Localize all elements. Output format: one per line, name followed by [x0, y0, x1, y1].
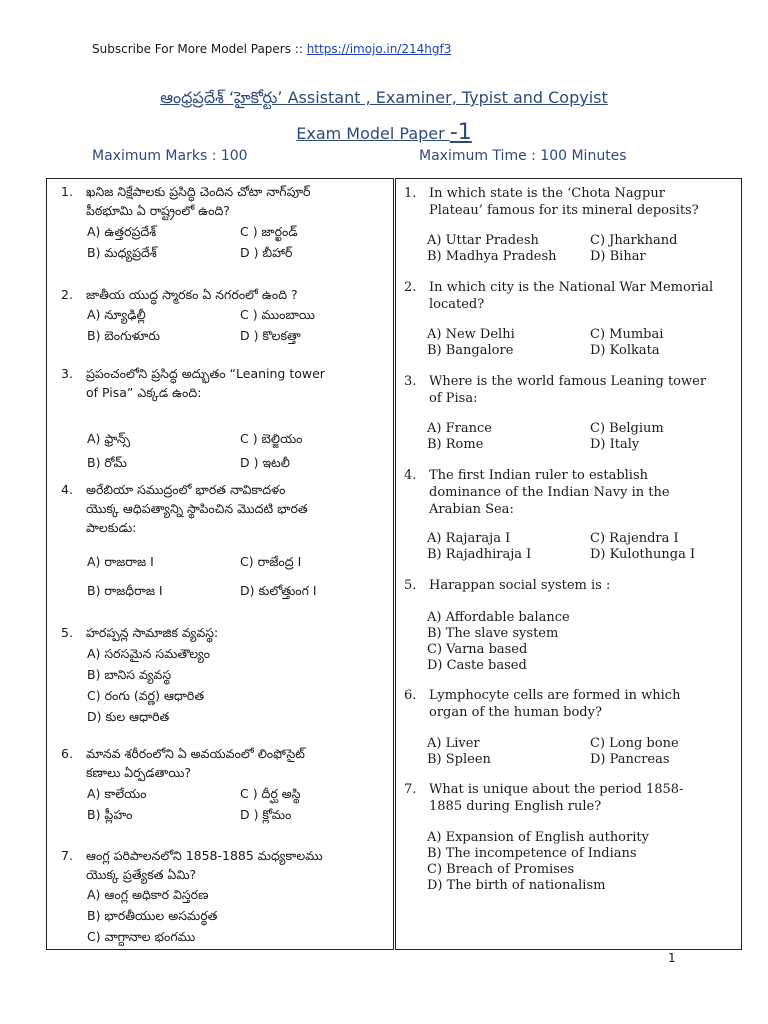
answer-option: A) New Delhi: [427, 327, 515, 342]
question-text: పాలకుడు:: [86, 520, 137, 535]
question-number: 7.: [61, 848, 73, 863]
question-text: dominance of the Indian Navy in the: [429, 485, 670, 500]
answer-option: D) Kulothunga I: [590, 547, 696, 562]
answer-option: C) Mumbai: [590, 327, 664, 342]
answer-option: C) రాజేంద్ర I: [240, 554, 302, 569]
answer-option: A) రాజరాజ I: [87, 554, 154, 569]
question-number: 2.: [61, 287, 73, 302]
question-text: What is unique about the period 1858-: [429, 782, 684, 797]
question-text: ఆంగ్ల పరిపాలనలోని 1858-1885 మధ్యకాలము: [86, 848, 323, 863]
answer-option: A) Liver: [427, 736, 480, 751]
question-number: 3.: [61, 366, 73, 381]
question-text: కణాలు ఏర్పడతాయి?: [86, 765, 191, 780]
answer-option: B) Bangalore: [427, 343, 514, 358]
question-text: Lymphocyte cells are formed in which: [429, 688, 681, 703]
question-text: In which state is the ‘Chota Nagpur: [429, 186, 665, 201]
question-text: జాతీయ యుద్ధ స్మారకం ఏ నగరంలో ఉంది ?: [86, 287, 298, 302]
answer-option: D) Kolkata: [590, 343, 660, 358]
answer-option: A) ఆంగ్ల అధికార విస్తరణ: [87, 887, 209, 902]
subscribe-line: [92, 42, 451, 56]
answer-option: D ) ఇటలీ: [240, 455, 290, 470]
answer-option: B) Madhya Pradesh: [427, 249, 557, 264]
question-text: of Pisa:: [429, 391, 478, 406]
subscribe-text: Subscribe For More Model Papers ::: [92, 42, 307, 56]
answer-option: B) Rome: [427, 437, 484, 452]
question-text: located?: [429, 297, 485, 312]
question-number: 6.: [404, 688, 417, 703]
question-number: 2.: [404, 280, 417, 295]
question-text: 1885 during English rule?: [429, 799, 602, 814]
answer-option: C) Rajendra I: [590, 531, 679, 546]
english-questions-column: [395, 178, 742, 950]
answer-option: B) బెంగుళూరు: [87, 328, 160, 343]
answer-option: B) రోమ్: [87, 455, 127, 470]
answer-option: B) ప్లీహం: [87, 807, 133, 822]
answer-option: C ) దీర్ఘ అస్థి: [240, 786, 301, 801]
answer-option: B) రాజధీరాజ I: [87, 583, 163, 598]
subtitle-number: -1: [449, 120, 472, 145]
answer-option: C) Breach of Promises: [427, 862, 575, 877]
answer-option: D) కుల ఆధారిత: [87, 709, 170, 724]
question-text: The first Indian ruler to establish: [429, 468, 649, 483]
question-text: Harappan social system is :: [429, 578, 611, 593]
answer-option: B) The slave system: [427, 626, 559, 641]
question-text: యొక్క ఆధిపత్యాన్ని స్థాపించిన మొదటి భారత: [86, 501, 308, 516]
question-text: మానవ శరీరంలోని ఏ అవయవంలో లింఫోసైట్: [86, 746, 305, 761]
telugu-questions-column: [46, 178, 394, 950]
answer-option: A) Uttar Pradesh: [427, 233, 539, 248]
answer-option: C) Jharkhand: [590, 233, 678, 248]
answer-option: D) Bihar: [590, 249, 646, 264]
question-number: 1.: [61, 184, 73, 199]
answer-option: A) Affordable balance: [427, 610, 570, 625]
answer-option: A) ఫ్రాన్స్: [87, 431, 131, 446]
answer-option: C ) బెల్జియం: [240, 431, 303, 446]
question-number: 5.: [61, 625, 73, 640]
answer-option: B) Rajadhiraja I: [427, 547, 532, 562]
answer-option: A) Rajaraja I: [427, 531, 511, 546]
answer-option: C ) ముంబాయి: [240, 307, 315, 322]
question-text: పీఠభూమి ఏ రాష్ట్రంలో ఉంది?: [86, 203, 230, 218]
answer-option: D ) క్లోమం: [240, 807, 292, 822]
subtitle-prefix: Exam Model Paper: [296, 124, 450, 143]
question-number: 4.: [61, 482, 73, 497]
page-title: ఆంధ్రప్రదేశ్ ‘హైకోర్టు’ Assistant , Examiner, Typist and Copyist: [160, 88, 608, 107]
answer-option: A) కాలేయం: [87, 786, 147, 801]
answer-option: C) Long bone: [590, 736, 679, 751]
question-text: ప్రపంచంలోని ప్రసిద్ధ అద్భుతం “Leaning tower: [86, 366, 325, 381]
question-text: ఖనిజ నిక్షేపాలకు ప్రసిద్ధి చెందిన చోటా నాగ్‌పూర్: [86, 184, 311, 199]
answer-option: A) న్యూఢిల్లీ: [87, 307, 146, 322]
max-marks: Maximum Marks : 100: [92, 148, 248, 164]
answer-option: B) Spleen: [427, 752, 491, 767]
question-number: 3.: [404, 374, 417, 389]
answer-option: D) Caste based: [427, 658, 527, 673]
question-text: Arabian Sea:: [429, 502, 514, 517]
answer-option: C) వాగ్దానాల భంగము: [87, 929, 196, 944]
question-number: 4.: [404, 468, 417, 483]
answer-option: D) కులోత్తుంగ I: [240, 583, 317, 598]
question-number: 1.: [404, 186, 417, 201]
answer-option: B) మధ్యప్రదేశ్: [87, 245, 157, 260]
question-text: Plateau’ famous for its mineral deposits?: [429, 203, 699, 218]
answer-option: B) The incompetence of Indians: [427, 846, 637, 861]
answer-option: C) Varna based: [427, 642, 528, 657]
max-time: Maximum Time : 100 Minutes: [419, 148, 627, 164]
answer-option: D ) కొలకత్తా: [240, 328, 301, 343]
answer-option: C) రంగు (వర్ణ) ఆధారిత: [87, 688, 205, 703]
answer-option: D) The birth of nationalism: [427, 878, 606, 893]
answer-option: A) France: [427, 421, 492, 436]
question-text: Where is the world famous Leaning tower: [429, 374, 707, 389]
answer-option: B) భారతీయుల అసమర్థత: [87, 908, 218, 923]
answer-option: D) Pancreas: [590, 752, 670, 767]
answer-option: D ) బీహార్: [240, 245, 293, 260]
answer-option: C ) జార్ఖండ్: [240, 224, 298, 239]
answer-option: C) Belgium: [590, 421, 664, 436]
page-number: 1: [668, 951, 676, 965]
question-text: యొక్క ప్రత్యేకత ఏమి?: [86, 867, 197, 882]
answer-option: D) Italy: [590, 437, 640, 452]
answer-option: B) బానిస వ్యవస్థ: [87, 667, 172, 682]
question-text: అరేబియా సముద్రంలో భారత నావికాదళం: [86, 482, 286, 497]
answer-option: A) ఉత్తరప్రదేశ్: [87, 224, 157, 239]
subscribe-link[interactable]: https://imojo.in/214hgf3: [306, 42, 452, 56]
page-subtitle: [0, 120, 768, 145]
question-text: In which city is the National War Memorial: [429, 280, 714, 295]
answer-option: A) సరసమైన సమతౌల్యం: [87, 646, 210, 661]
question-number: 5.: [404, 578, 417, 593]
question-text: organ of the human body?: [429, 705, 602, 720]
question-number: 6.: [61, 746, 73, 761]
question-text: హరప్పన్ల సామాజిక వ్యవస్థ:: [86, 625, 219, 640]
question-text: of Pisa” ఎక్కడ ఉంది:: [86, 385, 202, 400]
question-number: 7.: [404, 782, 417, 797]
answer-option: A) Expansion of English authority: [427, 830, 649, 845]
